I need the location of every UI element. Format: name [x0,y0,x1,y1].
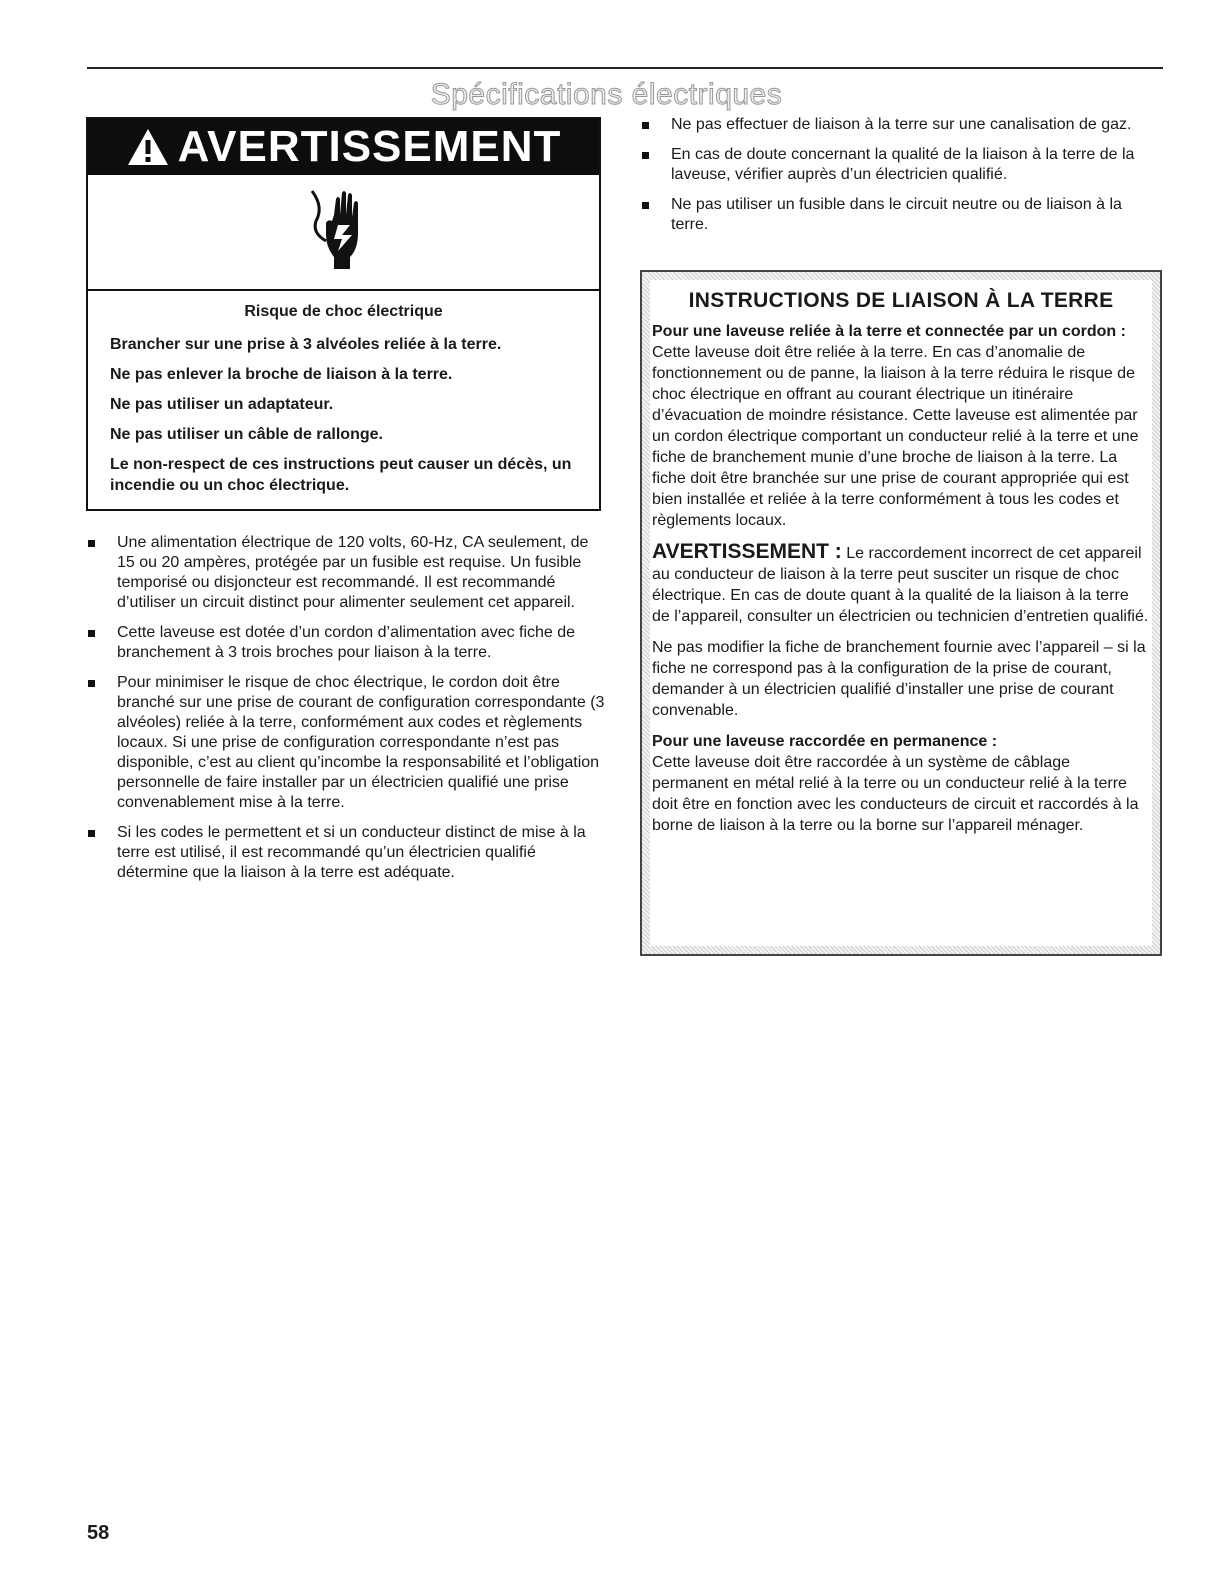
warning-line: Brancher sur une prise à 3 alvéoles reliée à la terre. [110,336,502,353]
cord-text: Cette laveuse doit être reliée à la terre. En cas d’anomalie de fonctionnement ou de panne, la liaison à la terre réduira le risque de choc électrique en offrant au courant électrique un itinéraire d’évacuation de moindre résistance. Cette laveuse est alimentée par un cordon électrique comportant un conducteur relié à la terre et une fiche de branchement munie d’une broche de liaison à la terre. La fiche doit être branchée sur une prise de courant appropriée qui est bien installée et reliée à la terre conformément à tous les codes et règlements locaux. [652,344,1139,529]
warning-line: Ne pas utiliser un câble de rallonge. [110,426,383,443]
list-item: Cette laveuse est dotée d’un cordon d’alimentation avec fiche de branchement à 3 trois broches pour liaison à la terre. [86,623,606,663]
warning-risk: Risque de choc électrique [244,303,443,320]
grounding-title: INSTRUCTIONS DE LIAISON À LA TERRE [688,289,1114,312]
page-title: Spécifications électriques [430,78,783,111]
warning-line: Le non-respect de ces instructions peut causer un décès, un incendie ou un choc électrique. [110,456,572,494]
grounding-warning-text: Le raccordement incorrect de cet appareil au conducteur de liaison à la terre peut susciter un risque de choc électrique. En cas de doute quant à la qualité de la liaison à la terre de l’appareil, consulter un électricien ou technicien d’entretien qualifié. [652,545,1149,625]
cord-heading: Pour une laveuse reliée à la terre et connectée par un cordon : [652,323,1126,340]
warning-box [86,117,601,511]
grounding-cautions-list [640,115,1162,235]
warning-line: Ne pas utiliser un adaptateur. [110,396,334,413]
header-rule [87,67,1163,69]
list-item: Une alimentation électrique de 120 volts, 60-Hz, CA seulement, de 15 ou 20 ampères, protégée par un fusible est requise. Un fusible temporisé ou disjoncteur est recommandé. Il est recommandé d’utiliser un circuit distinct pour alimenter seulement cet appareil. [86,533,606,613]
right-column [640,115,1162,245]
list-item: Ne pas effectuer de liaison à la terre sur une canalisation de gaz. [640,115,1162,135]
left-column [86,533,606,893]
list-item: Ne pas utiliser un fusible dans le circuit neutre ou de liaison à la terre. [640,195,1162,235]
modify-text: Ne pas modifier la fiche de branchement fournie avec l’appareil – si la fiche ne correspond pas à la configuration de la prise de courant, demander à un électricien qualifié d’installer une prise de courant convenable. [652,639,1146,719]
warning-header [88,119,599,175]
shock-hazard-icon [88,175,599,291]
warning-label: AVERTISSEMENT [177,122,562,171]
warning-line: Ne pas enlever la broche de liaison à la terre. [110,366,453,383]
list-item: Pour minimiser le risque de choc électrique, le cordon doit être branché sur une prise de courant de configuration correspondante (3 alvéoles) reliée à la terre, conformément aux codes et règlements locaux. Si une prise de configuration correspondante n’est pas disponible, c’est au client qu’incombe la responsabilité et l’obligation personnelle de faire installer par un électricien qualifié une prise convenablement mise à la terre. [86,673,606,813]
grounding-instructions-box [640,270,1162,956]
requirements-list [86,533,606,883]
grounding-warning [652,541,1150,627]
warning-triangle-icon [126,127,170,167]
page-number: 58 [87,1522,110,1544]
list-item: En cas de doute concernant la qualité de la liaison à la terre de la laveuse, vérifier auprès d’un électricien qualifié. [640,145,1162,185]
grounding-warning-label: AVERTISSEMENT : [652,540,842,563]
list-item: Si les codes le permettent et si un conducteur distinct de mise à la terre est utilisé, il est recommandé qu’un électricien qualifié détermine que la liaison à la terre est adéquate. [86,823,606,883]
permanent-heading: Pour une laveuse raccordée en permanence : [652,733,998,750]
permanent-text: Cette laveuse doit être raccordée à un système de câblage permanent en métal relié à la terre ou un conducteur relié à la terre doit être en fonction avec les conducteurs de circuit et raccordés à la borne de liaison à la terre ou la borne sur l’appareil ménager. [652,754,1139,834]
